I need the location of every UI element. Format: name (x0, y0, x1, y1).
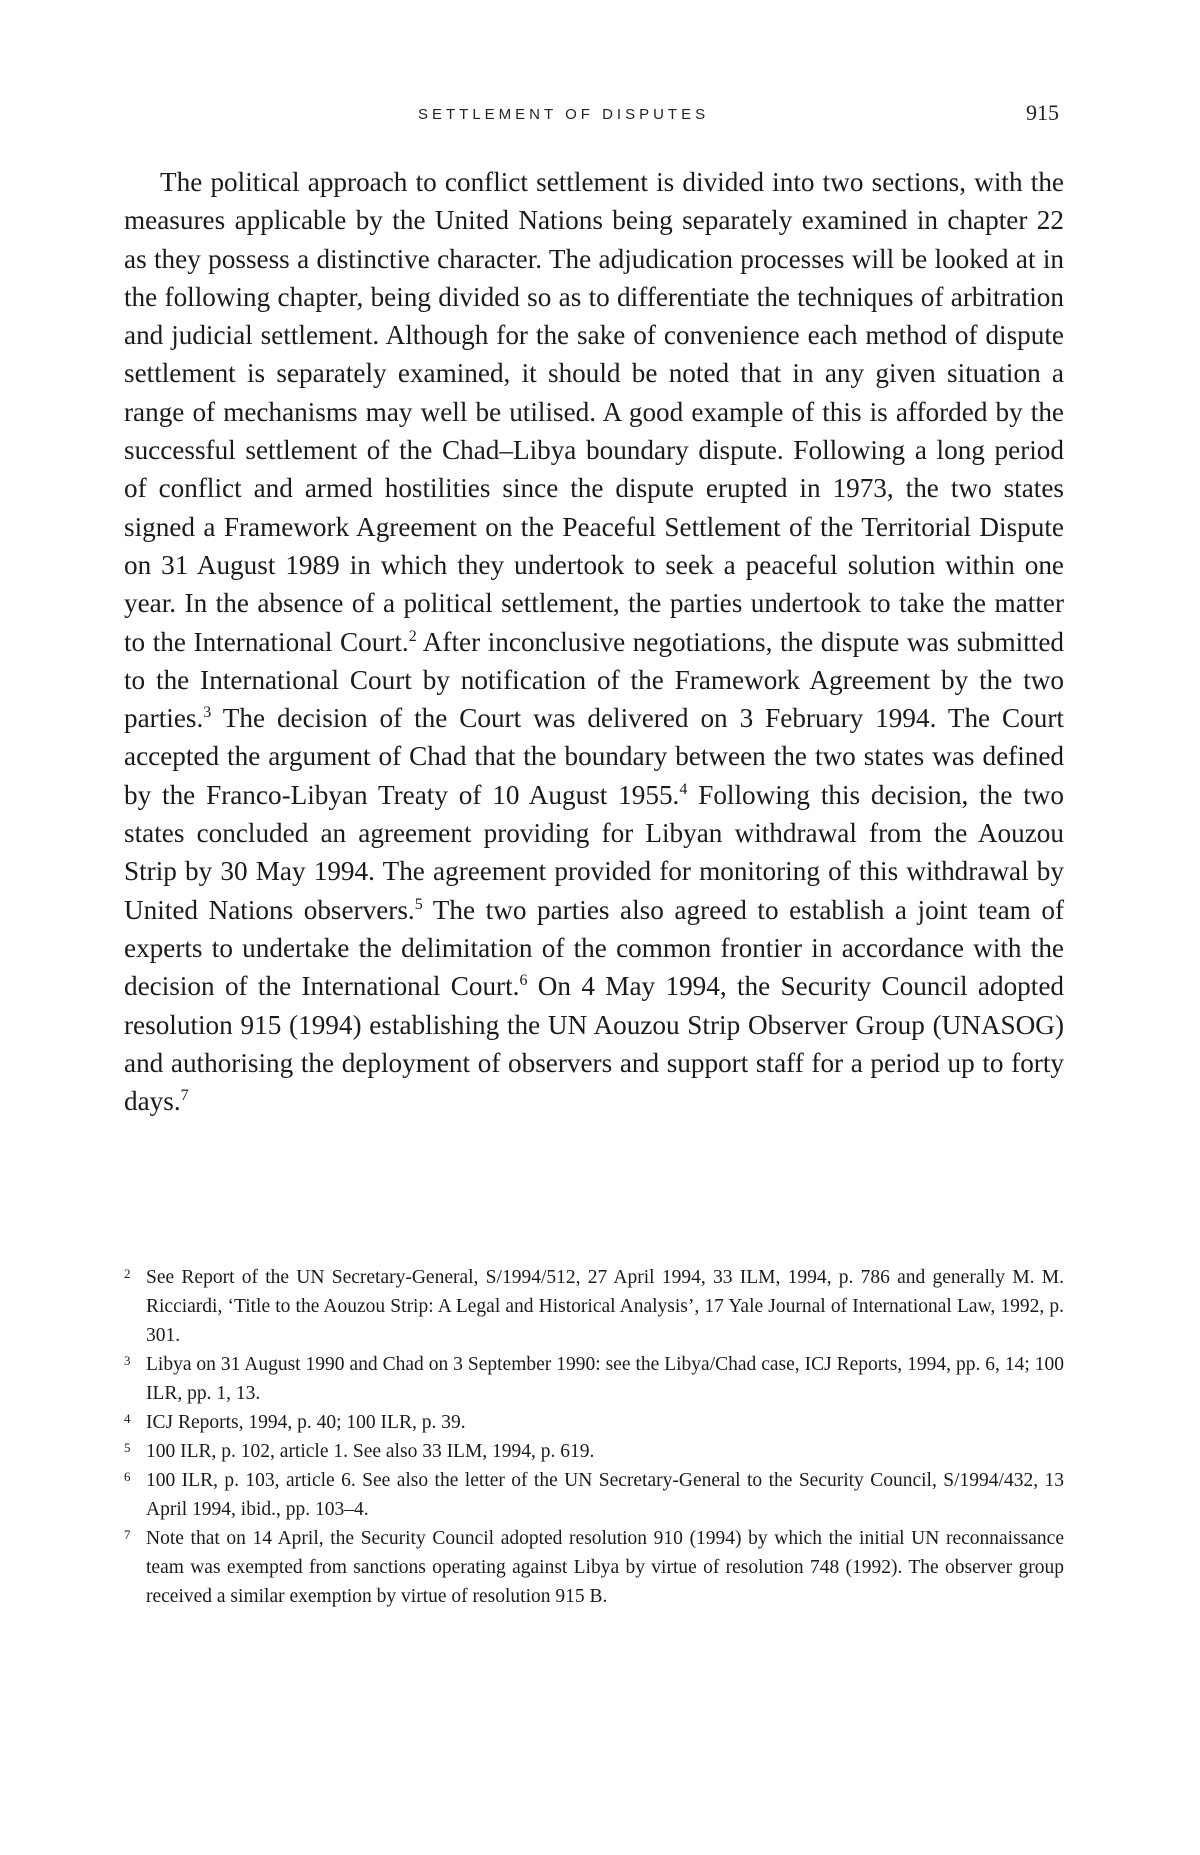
running-title: SETTLEMENT OF DISPUTES (418, 106, 710, 123)
footnote-text: 100 ILR, p. 103, article 6. See also the letter of the UN Secretary-General to the Security Council, S/1994/432, 13 April 1994, ibid., pp. 103–4. (146, 1470, 1064, 1520)
footnote-reference: 2 (408, 627, 417, 645)
footnote-reference: 4 (679, 780, 688, 798)
body-text-segment: The political approach to conflict settlement is divided into two sections, with the measures applicable by the United Nations being separately examined in chapter 22 as they possess a distinctive character. The adjudication processes will be looked at in the following chapter, being divided so as to differentiate the techniques of arbitration and judicial settlement. Although for the sake of convenience each method of dispute settlement is separately examined, it should be noted that in any given situation a range of mechanisms may well be utilised. A good example of this is afforded by the successful settlement of the Chad–Libya boundary dispute. Following a long period of conflict and armed hostilities since the dispute erupted in 1973, the two states signed a Framework Agreement on the Peaceful Settlement of the Territorial Dispute on 31 August 1989 in which they undertook to seek a peaceful solution within one year. In the absence of a political settlement, the parties undertook to take the matter to the International Court. (124, 167, 1064, 657)
footnote (124, 1466, 1064, 1524)
footnote (124, 1437, 1064, 1466)
footnote-reference: 7 (180, 1087, 189, 1105)
body-text-segment: On 4 May 1994, the Security Council adopted resolution 915 (1994) establishing the UN Aouzou Strip Observer Group (UNASOG) and authorising the deployment of observers and support staff for a period up to forty days. (124, 971, 1064, 1117)
footnotes-list (124, 1263, 1064, 1611)
footnote (124, 1263, 1064, 1350)
footnote-text: 100 ILR, p. 102, article 1. See also 33 ILM, 1994, p. 619. (146, 1441, 595, 1462)
footnote (124, 1408, 1064, 1437)
body-text-segment: After inconclusive negotiations, the dispute was submitted to the International Court by notification of the Framework Agreement by the two parties. (124, 626, 1064, 734)
body-text-segment: The two parties also agreed to establish a joint team of experts to undertake the delimitation of the common frontier in accordance with the decision of the International Court. (124, 894, 1065, 1002)
footnote-text: ICJ Reports, 1994, p. 40; 100 ILR, p. 39. (146, 1412, 466, 1433)
footnote-reference: 3 (203, 704, 212, 722)
footnote-text: Libya on 31 August 1990 and Chad on 3 September 1990: see the Libya/Chad case, ICJ Reports, 1994, pp. 6, 14; 100 ILR, pp. 1, 13. (146, 1354, 1064, 1404)
footnote-marker: 4 (124, 1411, 131, 1426)
footnote (124, 1350, 1064, 1408)
footnote-text: Note that on 14 April, the Security Council adopted resolution 910 (1994) by which the initial UN reconnaissance team was exempted from sanctions operating against Libya by virtue of resolution 748 (1992). The observer group received a similar exemption by virtue of resolution 915 B. (146, 1528, 1064, 1607)
footnote-marker: 3 (124, 1353, 131, 1368)
footnote-marker: 5 (124, 1440, 131, 1455)
body-paragraph (124, 163, 1064, 1120)
footnote-marker: 2 (124, 1266, 131, 1281)
footnote-reference: 5 (414, 895, 423, 913)
footnote-marker: 6 (124, 1469, 131, 1484)
body-text-segment: The decision of the Court was delivered on 3 February 1994. The Court accepted the argument of Chad that the boundary between the two states was defined by the Franco-Libyan Treaty of 10 August 1955. (124, 703, 1064, 810)
page-number: 915 (1026, 100, 1059, 125)
footnote-marker: 7 (124, 1527, 131, 1542)
footnote (124, 1524, 1064, 1611)
footnote-text: See Report of the UN Secretary-General, S/1994/512, 27 April 1994, 33 ILM, 1994, p. 786 and generally M. M. Ricciardi, ‘Title to the Aouzou Strip: A Legal and Historical Analysis’, 17 Yale Journal of International Law, 1992, p. 301. (146, 1267, 1064, 1346)
body-text-segment: Following this decision, the two states concluded an agreement providing for Libyan withdrawal from the Aouzou Strip by 30 May 1994. The agreement provided for monitoring of this withdrawal by United Nations observers. (124, 779, 1064, 925)
footnote-reference: 6 (519, 972, 528, 990)
